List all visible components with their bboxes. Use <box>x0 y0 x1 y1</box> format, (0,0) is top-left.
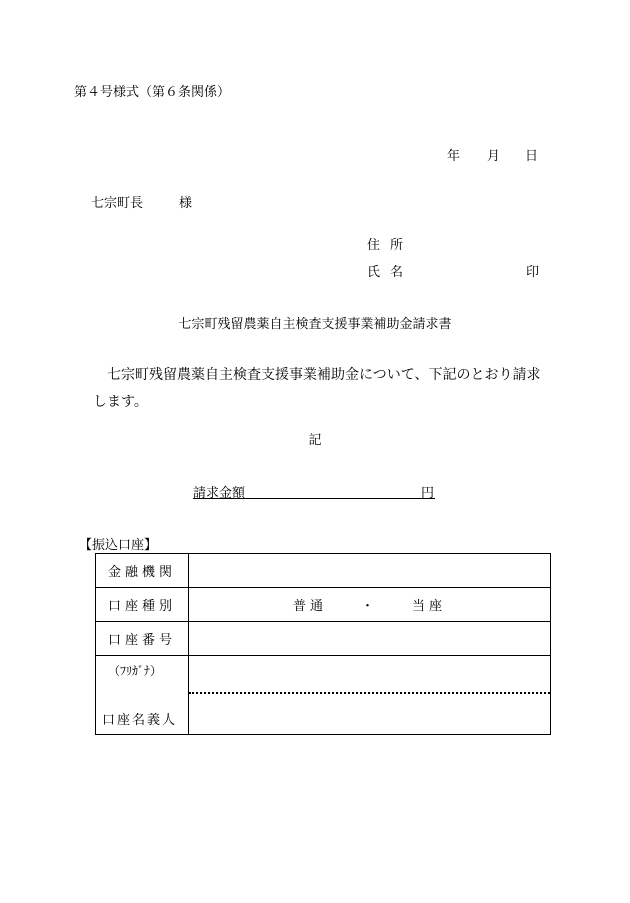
account-holder-label: 口座名義人 <box>102 713 178 728</box>
date-year-label: 年 <box>447 149 461 164</box>
document-title: 七宗町残留農薬自主検査支援事業補助金請求書 <box>178 317 452 332</box>
account-heading: 【振込口座】 <box>79 538 158 553</box>
account-number-field[interactable] <box>189 622 551 656</box>
furigana-divider <box>189 692 550 694</box>
account-holder-cell <box>96 656 189 735</box>
account-type-ordinary[interactable]: 普通 <box>292 599 327 614</box>
account-type-label: 口座種別 <box>96 588 189 622</box>
seal-mark: 印 <box>526 265 540 280</box>
account-type-separator: ・ <box>360 599 378 614</box>
body-text: 七宗町残留農薬自主検査支援事業補助金について、下記のとおり請求します。 <box>93 367 541 410</box>
date-month-label: 月 <box>487 149 501 164</box>
table-row <box>96 622 551 656</box>
amount-label: 請求金額 <box>193 486 246 501</box>
account-type-field[interactable] <box>189 588 551 622</box>
date-day-label: 日 <box>525 149 539 164</box>
addressee-name: 七宗町長 <box>91 196 144 211</box>
amount-unit: 円 <box>421 486 435 501</box>
form-number: 第４号様式（第６条関係） <box>74 85 231 100</box>
address-label: 住所 <box>367 238 414 253</box>
account-type-current[interactable]: 当座 <box>412 599 447 614</box>
account-table <box>95 553 551 735</box>
account-holder-field[interactable] <box>189 656 551 735</box>
addressee-honorific: 様 <box>179 196 193 211</box>
table-row <box>96 554 551 588</box>
table-row <box>96 656 551 735</box>
name-label: 氏名 <box>367 265 414 280</box>
furigana-label: （ﾌﾘｶﾞﾅ） <box>108 664 163 678</box>
institution-field[interactable] <box>189 554 551 588</box>
institution-label: 金融機関 <box>96 554 189 588</box>
ki-mark: 記 <box>308 433 322 448</box>
table-row <box>96 588 551 622</box>
account-number-label: 口座番号 <box>96 622 189 656</box>
